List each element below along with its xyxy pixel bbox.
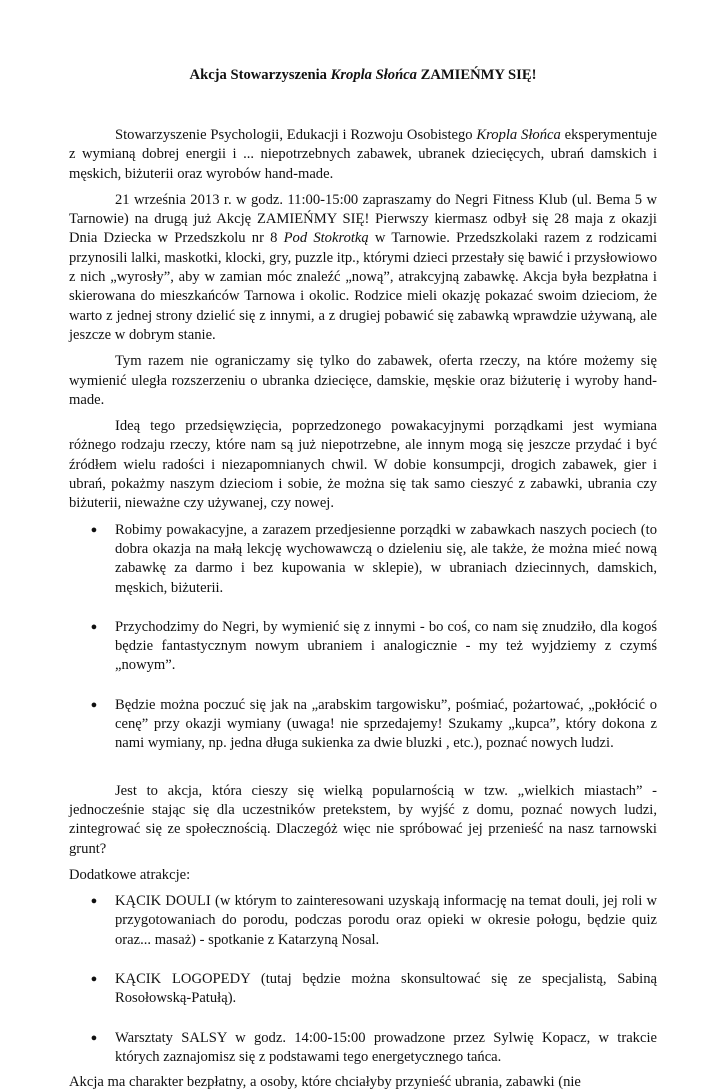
bullet-icon: ● <box>90 1031 98 1044</box>
bullet-icon: ● <box>90 523 98 536</box>
p1-text-b: eksperymentuje z wymianą dobrej energii i ... niepotrzebnych zabawek, ubranek dziecięcych, ubrań damskich i męskich, biżuterii oraz wyrobów hand-made. <box>69 127 658 182</box>
p1-italic: Kropla Słońca <box>476 127 561 143</box>
list-item <box>69 892 657 950</box>
list-item-text: Przychodzimy do Negri, by wymienić się z innymi - bo coś, co nam się znudziło, dla kogoś będzie fantastycznym nowym ubraniem i analogicznie - my też wyjdziemy z czymś „nowym”. <box>115 618 657 674</box>
paragraph-popularity: Jest to akcja, która cieszy się wielką popularnością w tzw. „wielkich miastach” - jednocześnie stając się dla uczestników pretekstem, by wyjść z domu, poznać nowych ludzi, zintegrować się ze społecznością. Dlaczegóż więc nie spróbować jej przenieść na nasz tarnowski grunt? <box>69 782 657 857</box>
title-prefix: Akcja Stowarzyszenia <box>189 67 331 83</box>
list-item-text: KĄCIK LOGOPEDY (tutaj będzie można skonsultować się ze specjalistą, Sabiną Rosołowską-Patułą). <box>115 970 657 1007</box>
list-item-text: Będzie można poczuć się jak na „arabskim targowisku”, pośmiać, pożartować, „pokłócić o cenę” przy okazji wymiany (uwaga! nie sprzedajemy! Szukamy „kupca”, który dokona z nami wymiany, np. jedna długa sukienka za dwie bluzki , etc.), poznać nowych ludzi. <box>115 696 657 752</box>
bullet-list-attractions <box>69 892 657 1067</box>
p2-text-b: w Tarnowie. Przedszkolaki razem z rodzicami przynosili lalki, maskotki, klocki, gry, puzzle itp., którymi dzieci przestały się bawić i przysłowiowo z nich „wyrosły”, aby w zamian móc znaleźć „nową”, atrakcyjną zabawkę. Akcja była bezpłatna i skierowana do mieszkańców Tarnowa i okolic. Rodzice mieli okazję pokazać swoim dzieciom, że warto z jednej strony dzielić się z innymi, a z drugiej pobawić się zabawką wprawdzie używaną, ale jeszcze w dobrym stanie. <box>69 230 657 343</box>
title-organization-name: Kropla Słońca <box>330 67 417 83</box>
bullet-icon: ● <box>90 698 98 711</box>
paragraph-free-entry: Akcja ma charakter bezpłatny, a osoby, które chciałyby przynieść ubrania, zabawki (nie <box>69 1074 581 1091</box>
paragraph-offer: Tym razem nie ograniczamy się tylko do zabawek, oferta rzeczy, na które możemy się wymienić uległa rozszerzeniu o ubranka dziecięce, damskie, męskie oraz biżuterię i wyroby hand-made. <box>69 353 657 408</box>
list-item <box>69 1029 657 1068</box>
paragraph-attractions-heading: Dodatkowe atrakcje: <box>69 866 191 883</box>
bullet-icon: ● <box>90 972 98 985</box>
list-item <box>69 618 657 676</box>
list-item-text: KĄCIK DOULI (w którym to zainteresowani uzyskają informację na temat douli, jej roli w przygotowaniach do porodu, podczas porodu oraz opieki w okresie połogu, będzie quiz oraz... masaż) - spotkanie z Katarzyną Nosal. <box>115 893 657 948</box>
list-item-text: Robimy powakacyjne, a zarazem przedjesienne porządki w zabawkach naszych pociech (to dobra okazja na małą lekcję wychowawczą o dzieleniu się, ale także, że można mieć nową zabawkę za darmo i bez kupowania w sklepie), w ubraniach dziecinnych, damskich, męskich, biżuterii. <box>115 521 657 596</box>
list-item-text: Warsztaty SALSY w godz. 14:00-15:00 prowadzone przez Sylwię Kopacz, w trakcie których zaznajomisz się z podstawami tego energetycznego tańca. <box>115 1029 657 1065</box>
list-item <box>69 696 657 754</box>
bullet-list-reasons <box>69 521 657 754</box>
paragraph-idea: Ideą tego przedsięwzięcia, poprzedzonego powakacyjnymi porządkami jest wymiana różnego rodzaju rzeczy, które nam są już niepotrzebne, ale innym mogą się jeszcze przydać i być źródłem wielu radości i niezapomnianych chwil. W dobie konsumpcji, drogich zabawek, gier i ubrań, pokażmy naszym dzieciom i sobie, że można się tak samo cieszyć z zabawki, ubrania czy biżuterii, nieważne czy używanej, czy nowej. <box>69 418 657 512</box>
list-item <box>69 521 657 598</box>
title-suffix: ZAMIEŃMY SIĘ! <box>416 67 537 83</box>
paragraph-intro <box>69 126 657 184</box>
list-item <box>69 970 657 1009</box>
bullet-icon: ● <box>90 620 98 633</box>
p2-text-a: 21 września 2013 r. w godz. 11:00-15:00 zapraszamy do Negri Fitness Klub (ul. Bema 5 w Tarnowie) na drugą już Akcję ZAMIEŃMY SIĘ! Pierwszy kiermasz odbył się 28 maja z okazji Dnia Dziecka w Przedszkolu nr 8 <box>69 191 657 247</box>
p1-text-a: Stowarzyszenie Psychologii, Edukacji i Rozwoju Osobistego <box>115 127 477 143</box>
p2-italic: Pod Stokrotką <box>283 230 369 247</box>
bullet-icon: ● <box>90 895 98 908</box>
paragraph-event-details <box>69 191 657 345</box>
page-title <box>69 66 657 85</box>
